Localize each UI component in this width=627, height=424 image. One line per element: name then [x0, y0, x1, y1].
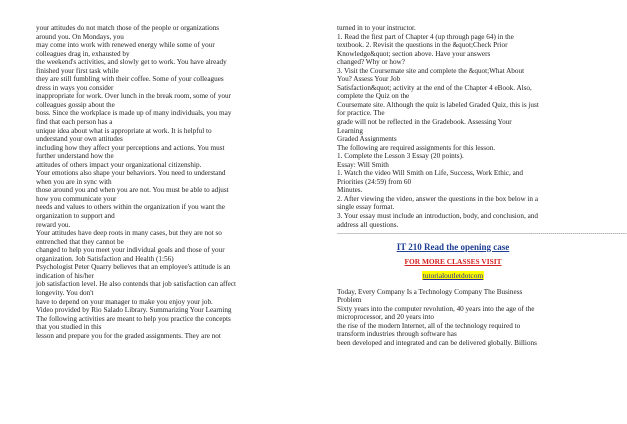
- text-line: 3. Visit the Coursemate site and complete the &quot;What About: [337, 66, 525, 75]
- text-line: Psychologist Peter Quarry believes that an employee's attitude is an: [36, 263, 231, 272]
- text-line: the rise of the modern Internet, all of the technology required to: [337, 321, 521, 330]
- text-line: entrenched that they cannot be: [36, 237, 124, 246]
- text-line: complete the Quiz on the: [337, 92, 410, 101]
- section-separator: -------------------------------------------------------------------------------------------------------------------------------------------------: [337, 231, 627, 238]
- text-line: indication of his/her: [36, 271, 94, 280]
- text-line: 1. Read the first part of Chapter 4 (up through page 64) in the: [337, 32, 514, 41]
- text-line: for practice. The: [337, 109, 385, 118]
- text-line: colleagues gossip about the: [36, 100, 115, 109]
- text-line: organization to support and: [36, 212, 115, 221]
- text-line: Learning: [337, 126, 363, 135]
- text-line: further understand how the: [36, 152, 114, 161]
- right-text-column: [337, 24, 627, 348]
- text-line: 2. After viewing the video, answer the questions in the box below in a: [337, 194, 539, 203]
- text-line: how you communicate your: [36, 194, 117, 203]
- text-line: your attitudes do not match those of the people or organizations: [36, 24, 220, 32]
- text-line: those around you and when you are not. You must be able to adjust: [36, 186, 229, 195]
- text-line: microprocessor, and 20 years into: [337, 313, 434, 322]
- text-line: address all questions.: [337, 220, 399, 229]
- text-line: longevity. You don't: [36, 288, 94, 297]
- text-line: Your attitudes have deep roots in many cases, but they are not so: [36, 229, 222, 238]
- text-line: needs and values to others within the organization if you want the: [36, 203, 225, 212]
- left-text-column: [36, 24, 274, 340]
- text-line: Essay: Will Smith: [337, 160, 389, 169]
- text-line: organization. Job Satisfaction and Health (1:56): [36, 254, 174, 263]
- text-line: lesson and prepare you for the graded assignments. They are not: [36, 331, 221, 340]
- text-line: changed? Why or how?: [337, 58, 405, 67]
- text-line: Satisfaction&quot; activity at the end of the Chapter 4 eBook. Also,: [337, 83, 532, 92]
- text-line: Minutes.: [337, 186, 363, 195]
- text-line: Today, Every Company Is a Technology Company The Business: [337, 287, 523, 296]
- text-line: they are still fumbling with their coffee. Some of your colleagues: [36, 75, 224, 84]
- text-line: understand your own attitudes: [36, 135, 123, 144]
- text-line: The following activities are meant to help you practice the concepts: [36, 314, 231, 323]
- text-line: around you. On Mondays, you: [36, 32, 124, 41]
- text-line: boss. Since the workplace is made up of many individuals, you may: [36, 109, 232, 118]
- text-line: Knowledge&quot; section above. Have your answers: [337, 49, 491, 58]
- text-line: including how they affect your perceptions and actions. You must: [36, 143, 225, 152]
- text-line: dress in ways you consider: [36, 83, 114, 92]
- text-line: may come into work with renewed energy while some of your: [36, 41, 215, 50]
- text-line: single essay format.: [337, 203, 395, 212]
- text-line: 3. Your essay must include an introduction, body, and conclusion, and: [337, 212, 538, 221]
- text-line: attitudes of others impact your organizational citizenship.: [36, 160, 202, 169]
- text-line: find that each person has a: [36, 118, 113, 127]
- text-line: Priorities (24:59) from 60: [337, 177, 412, 186]
- case-heading: IT 210 Read the opening case: [396, 241, 510, 252]
- text-line: finished your first task while: [36, 66, 119, 75]
- text-line: You? Assess Your Job: [337, 75, 401, 84]
- text-line: job satisfaction level. He also contends that job satisfaction can affect: [36, 280, 237, 289]
- text-line: transform industries through software has: [337, 330, 457, 339]
- text-line: the weekend's activities, and slowly get to work. You have already: [36, 58, 227, 67]
- text-line: unique idea about what is appropriate at work. It is helpful to: [36, 126, 212, 135]
- text-line: colleagues drag in, exhausted by: [36, 49, 130, 58]
- text-line: Your emotions also shape your behaviors. You need to understand: [36, 169, 226, 178]
- text-line: The following are required assignments for this lesson.: [337, 143, 496, 152]
- text-line: Problem: [337, 296, 362, 305]
- text-line: have to depend on your manager to make you enjoy your job.: [36, 297, 213, 306]
- text-line: Graded Assignments: [337, 135, 397, 144]
- site-link[interactable]: [337, 271, 569, 281]
- text-line: Video provided by Rio Salado Library. Summarizing Your Learning: [36, 306, 232, 315]
- text-line: been developed and integrated and can be delivered globally. Billions: [337, 338, 537, 347]
- text-line: Coursemate site. Although the quiz is labeled Graded Quiz, this is just: [337, 100, 539, 109]
- case-body: [337, 288, 569, 348]
- text-line: turned in to your instructor.: [337, 24, 416, 32]
- site-link-text[interactable]: tutorialoutletdotcom: [422, 270, 484, 280]
- text-line: grade will not be reflected in the Gradebook. Assessing Your: [337, 118, 512, 127]
- text-line: changed to help you meet your individual goals and those of your: [36, 246, 225, 255]
- text-line: 1. Complete the Lesson 3 Essay (20 points).: [337, 152, 464, 161]
- text-line: Sixty years into the computer revolution, 40 years into the age of the: [337, 304, 535, 313]
- text-line: textbook. 2. Revisit the questions in the &quot;Check Prior: [337, 41, 508, 50]
- text-line: reward you.: [36, 220, 71, 229]
- text-line: that you studied in this: [36, 323, 102, 332]
- right-paragraphs: [337, 24, 569, 229]
- text-line: inappropriate for work. Over lunch in the break room, some of your: [36, 92, 232, 101]
- promo-text: FOR MORE CLASSES VISIT: [404, 256, 502, 266]
- text-line: when you are in sync with: [36, 177, 112, 186]
- text-line: 1. Watch the video Will Smith on Life, Success, Work Ethic, and: [337, 169, 523, 178]
